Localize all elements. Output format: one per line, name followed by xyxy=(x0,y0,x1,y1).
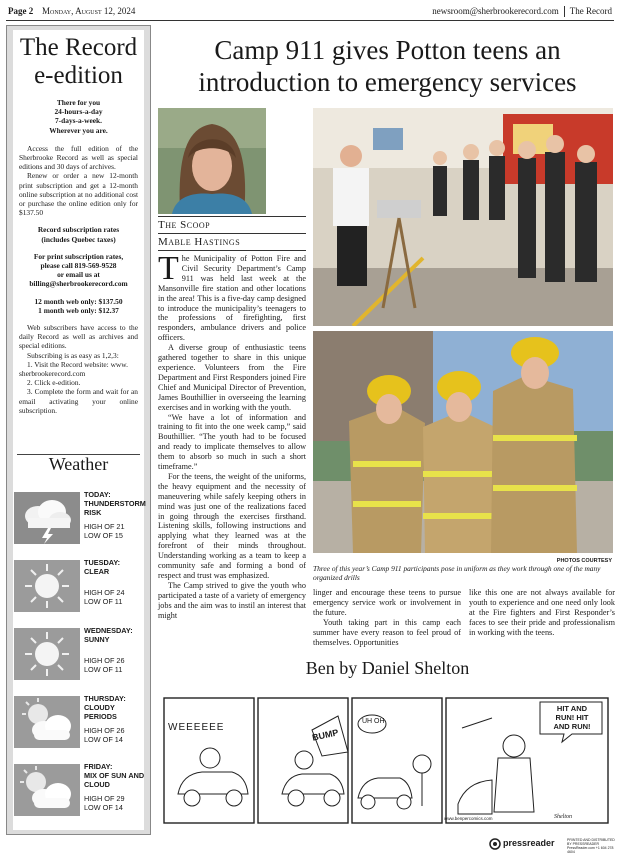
pressreader-credit-line: PRINTED AND DISTRIBUTED BY PRESSREADER xyxy=(567,838,615,846)
weather-high: HIGH OF 21 xyxy=(84,522,125,531)
weather-high: HIGH OF 26 xyxy=(84,726,125,735)
tagline-line: 24-hours-a-day xyxy=(54,107,103,117)
billing-email[interactable]: billing@sherbrookerecord.com xyxy=(29,279,128,289)
weather-day xyxy=(84,626,133,644)
comic-text-line: HIT AND xyxy=(556,704,588,713)
comic-text: UH OH xyxy=(362,718,385,725)
weather-condition: CLOUDY xyxy=(84,703,115,712)
tagline-line: There for you xyxy=(56,98,101,107)
article-paragraph: “We have a lot of information and training to fit into the one week camp,” said Bouthillier. “The youth had to be focused and ready to implicate themselves to allow them to absorb so much in such a short timeframe.” xyxy=(158,412,306,472)
weather-day-label: WEDNESDAY: xyxy=(84,626,133,635)
sidebar-title-line1: The Record xyxy=(19,34,138,61)
comic-text: BUMP xyxy=(311,727,340,743)
sidebar-title-line2: e-edition xyxy=(34,62,123,89)
comic-text xyxy=(544,704,600,731)
cloud-sun-icon xyxy=(14,764,80,816)
newsroom-email[interactable]: newsroom@sherbrookerecord.com xyxy=(432,6,559,16)
web-rates xyxy=(13,297,144,315)
weather-high: HIGH OF 24 xyxy=(84,588,125,597)
weather-title: Weather xyxy=(48,454,109,474)
comic-text-line: AND RUN! xyxy=(553,722,591,731)
tagline xyxy=(13,98,144,135)
weather-day-label: TODAY: xyxy=(84,490,111,499)
pressreader-credit-line: PressReader.com +1 604 278 4604 xyxy=(567,846,614,854)
article-column-2 xyxy=(313,588,461,647)
weather-temps xyxy=(84,588,125,606)
rates-title-line: Record subscription rates xyxy=(37,225,120,235)
sidebar-paragraph: Web subscribers have access to the daily Record as well as archives and special editions. xyxy=(19,323,138,351)
sidebar-paragraph: Renew or order a new 12-month print subscription and get a 12-month online subscription at no additional cost or purchase the online edition only for $137.50 xyxy=(19,171,138,218)
weather-low: LOW OF 14 xyxy=(84,803,123,812)
weather-row xyxy=(12,488,145,550)
weather-day xyxy=(84,694,126,721)
pressreader-brand: pressreader xyxy=(503,838,555,848)
weather-day xyxy=(84,558,120,576)
print-info-line: For print subscription rates, xyxy=(33,251,124,261)
article-paragraph: linger and encourage these teens to pursue emergency service work or involvement in the future. xyxy=(313,588,461,617)
headline xyxy=(160,34,615,98)
weather-day-label: FRIDAY: xyxy=(84,762,113,771)
pressreader-logo-icon xyxy=(489,838,501,850)
sidebar-paragraph: Subscribing is as easy as 1,2,3: xyxy=(27,350,119,360)
pressreader-footer xyxy=(455,838,620,854)
weather-condition: RISK xyxy=(84,508,102,517)
page-header xyxy=(6,0,614,21)
weather-low: LOW OF 15 xyxy=(84,531,123,540)
paper-name: The Record xyxy=(569,6,612,16)
web-rate-line: 1 month web only: $12.37 xyxy=(38,305,119,315)
weather-day xyxy=(84,762,144,789)
comic-text-line: RUN! HIT xyxy=(555,713,589,722)
weather-day-label: TUESDAY: xyxy=(84,558,121,567)
comic-url: www.benpercomics.com xyxy=(444,816,493,821)
weather-day xyxy=(84,490,146,517)
author-name: Mable Hastings xyxy=(158,233,306,250)
sidebar-paragraph: Access the full edition of the Sherbrooke Record as well as special editions and 30 days of archives. xyxy=(19,143,138,172)
thunderstorm-icon xyxy=(14,492,80,544)
page-number: Page 2 xyxy=(8,6,34,16)
weather-temps xyxy=(84,726,125,744)
photo-teens-in-uniform xyxy=(313,331,613,553)
article-paragraph: A diverse group of enthusiastic teens gathered together to share in this unique experience. Volunteers from the Fire Department and First Responders joined Fire Chief and Municipal Director of Prevention, James Bouthillier in overseeing the learning exercises and in working with the youth. xyxy=(158,343,306,412)
weather-row xyxy=(12,760,145,822)
print-info xyxy=(13,252,144,289)
sun-icon xyxy=(14,628,80,680)
rates-title xyxy=(13,225,144,243)
weather-row xyxy=(12,624,145,686)
byline xyxy=(158,216,306,250)
weather-low: LOW OF 14 xyxy=(84,735,123,744)
photo-fire-station-drill xyxy=(313,108,613,326)
pressreader-credit xyxy=(567,838,619,854)
comic-text: WEEEEEE xyxy=(168,722,225,733)
photo-caption: Three of this year’s Camp 911 participants pose in uniform as they work through one of the many organized drills xyxy=(313,564,601,582)
weather-temps xyxy=(84,656,125,674)
weather-condition: MIX OF SUN AND xyxy=(84,771,145,780)
weather-condition: CLOUD xyxy=(84,780,110,789)
weather-list xyxy=(12,488,147,828)
weather-low: LOW OF 11 xyxy=(84,597,123,606)
weather-high: HIGH OF 29 xyxy=(84,794,125,803)
drop-cap: T xyxy=(158,250,179,287)
article-paragraph: like this one are not always available for youth to experience and one need only look at the Fire fighters and First Responder’s faces to see their pride and professionalism in working with the teens. xyxy=(469,588,615,637)
weather-temps xyxy=(84,794,125,812)
weather-day-label: THURSDAY: xyxy=(84,694,126,703)
weather-condition: CLEAR xyxy=(84,567,110,576)
sidebar-title xyxy=(13,34,144,90)
print-info-line: or email us at xyxy=(57,270,100,280)
weather-condition: THUNDERSTORM xyxy=(84,499,146,508)
web-rate-line: 12 month web only: $137.50 xyxy=(34,296,123,306)
print-info-line: please call 819-569-9528 xyxy=(40,261,117,271)
weather-row xyxy=(12,692,145,754)
article-paragraph: For the teens, the weight of the uniforms, the heavy equipment and the necessity of maneuvering while safely keeping others in mind was just one of the realizations faced in going through the exercises firsthand. Listening skills, following instructions and applying what they learned was at the forefront of their minds throughout. Understanding working as a team to keep a community safe and forming a bond of respect and trust was emphasized. xyxy=(158,471,306,580)
issue-date: Monday, August 12, 2024 xyxy=(42,6,136,16)
column-name: The Scoop xyxy=(158,216,306,233)
weather-row xyxy=(12,556,145,618)
tagline-line: 7-days-a-week. xyxy=(54,116,102,126)
photo-credit: PHOTOS COURTESY xyxy=(556,558,612,564)
subscribe-step: 3. Complete the form and wait for an email activating your online subscription. xyxy=(19,387,138,415)
article-paragraph: he Municipality of Potton Fire and Civil Security Department’s Camp 911 was held last week at the Mansonville fire station and other locations in the area! This is a five-day camp designed to introduce the municipality’s teenagers to the professions of firefighting, first responders, ambulance drivers and police officers. xyxy=(158,254,306,343)
cloud-sun-icon xyxy=(14,696,80,748)
comic-signature: Shelton xyxy=(554,814,572,820)
article-column-3 xyxy=(469,588,615,638)
divider xyxy=(158,250,306,251)
subscribe-step: 1. Visit the Record website: www. sherbrookerecord.com xyxy=(19,359,128,379)
sun-icon xyxy=(14,560,80,612)
rates-title-line: (includes Quebec taxes) xyxy=(41,234,116,244)
headline-line: introduction to emergency services xyxy=(198,67,577,97)
subscribe-step: 2. Click e-edition. xyxy=(27,378,81,388)
weather-high: HIGH OF 26 xyxy=(84,656,125,665)
comic-strip xyxy=(162,694,610,827)
weather-condition: SUNNY xyxy=(84,635,110,644)
article-paragraph: Youth taking part in this camp each summer have every reason to feel proud of themselves. Opportunities xyxy=(313,617,461,647)
article-column-1 xyxy=(158,250,306,621)
weather-temps xyxy=(84,522,125,540)
weather-low: LOW OF 11 xyxy=(84,665,123,674)
article-paragraph: The Camp strived to give the youth who participated a taste of a variety of emergency jobs and the aim was to instil an interest that might xyxy=(158,580,306,620)
tagline-line: Wherever you are. xyxy=(49,125,108,135)
headline-line: Camp 911 gives Potton teens an xyxy=(214,35,561,65)
comic-title: Ben by Daniel Shelton xyxy=(305,658,470,678)
weather-condition: PERIODS xyxy=(84,712,117,721)
author-photo xyxy=(158,108,266,214)
